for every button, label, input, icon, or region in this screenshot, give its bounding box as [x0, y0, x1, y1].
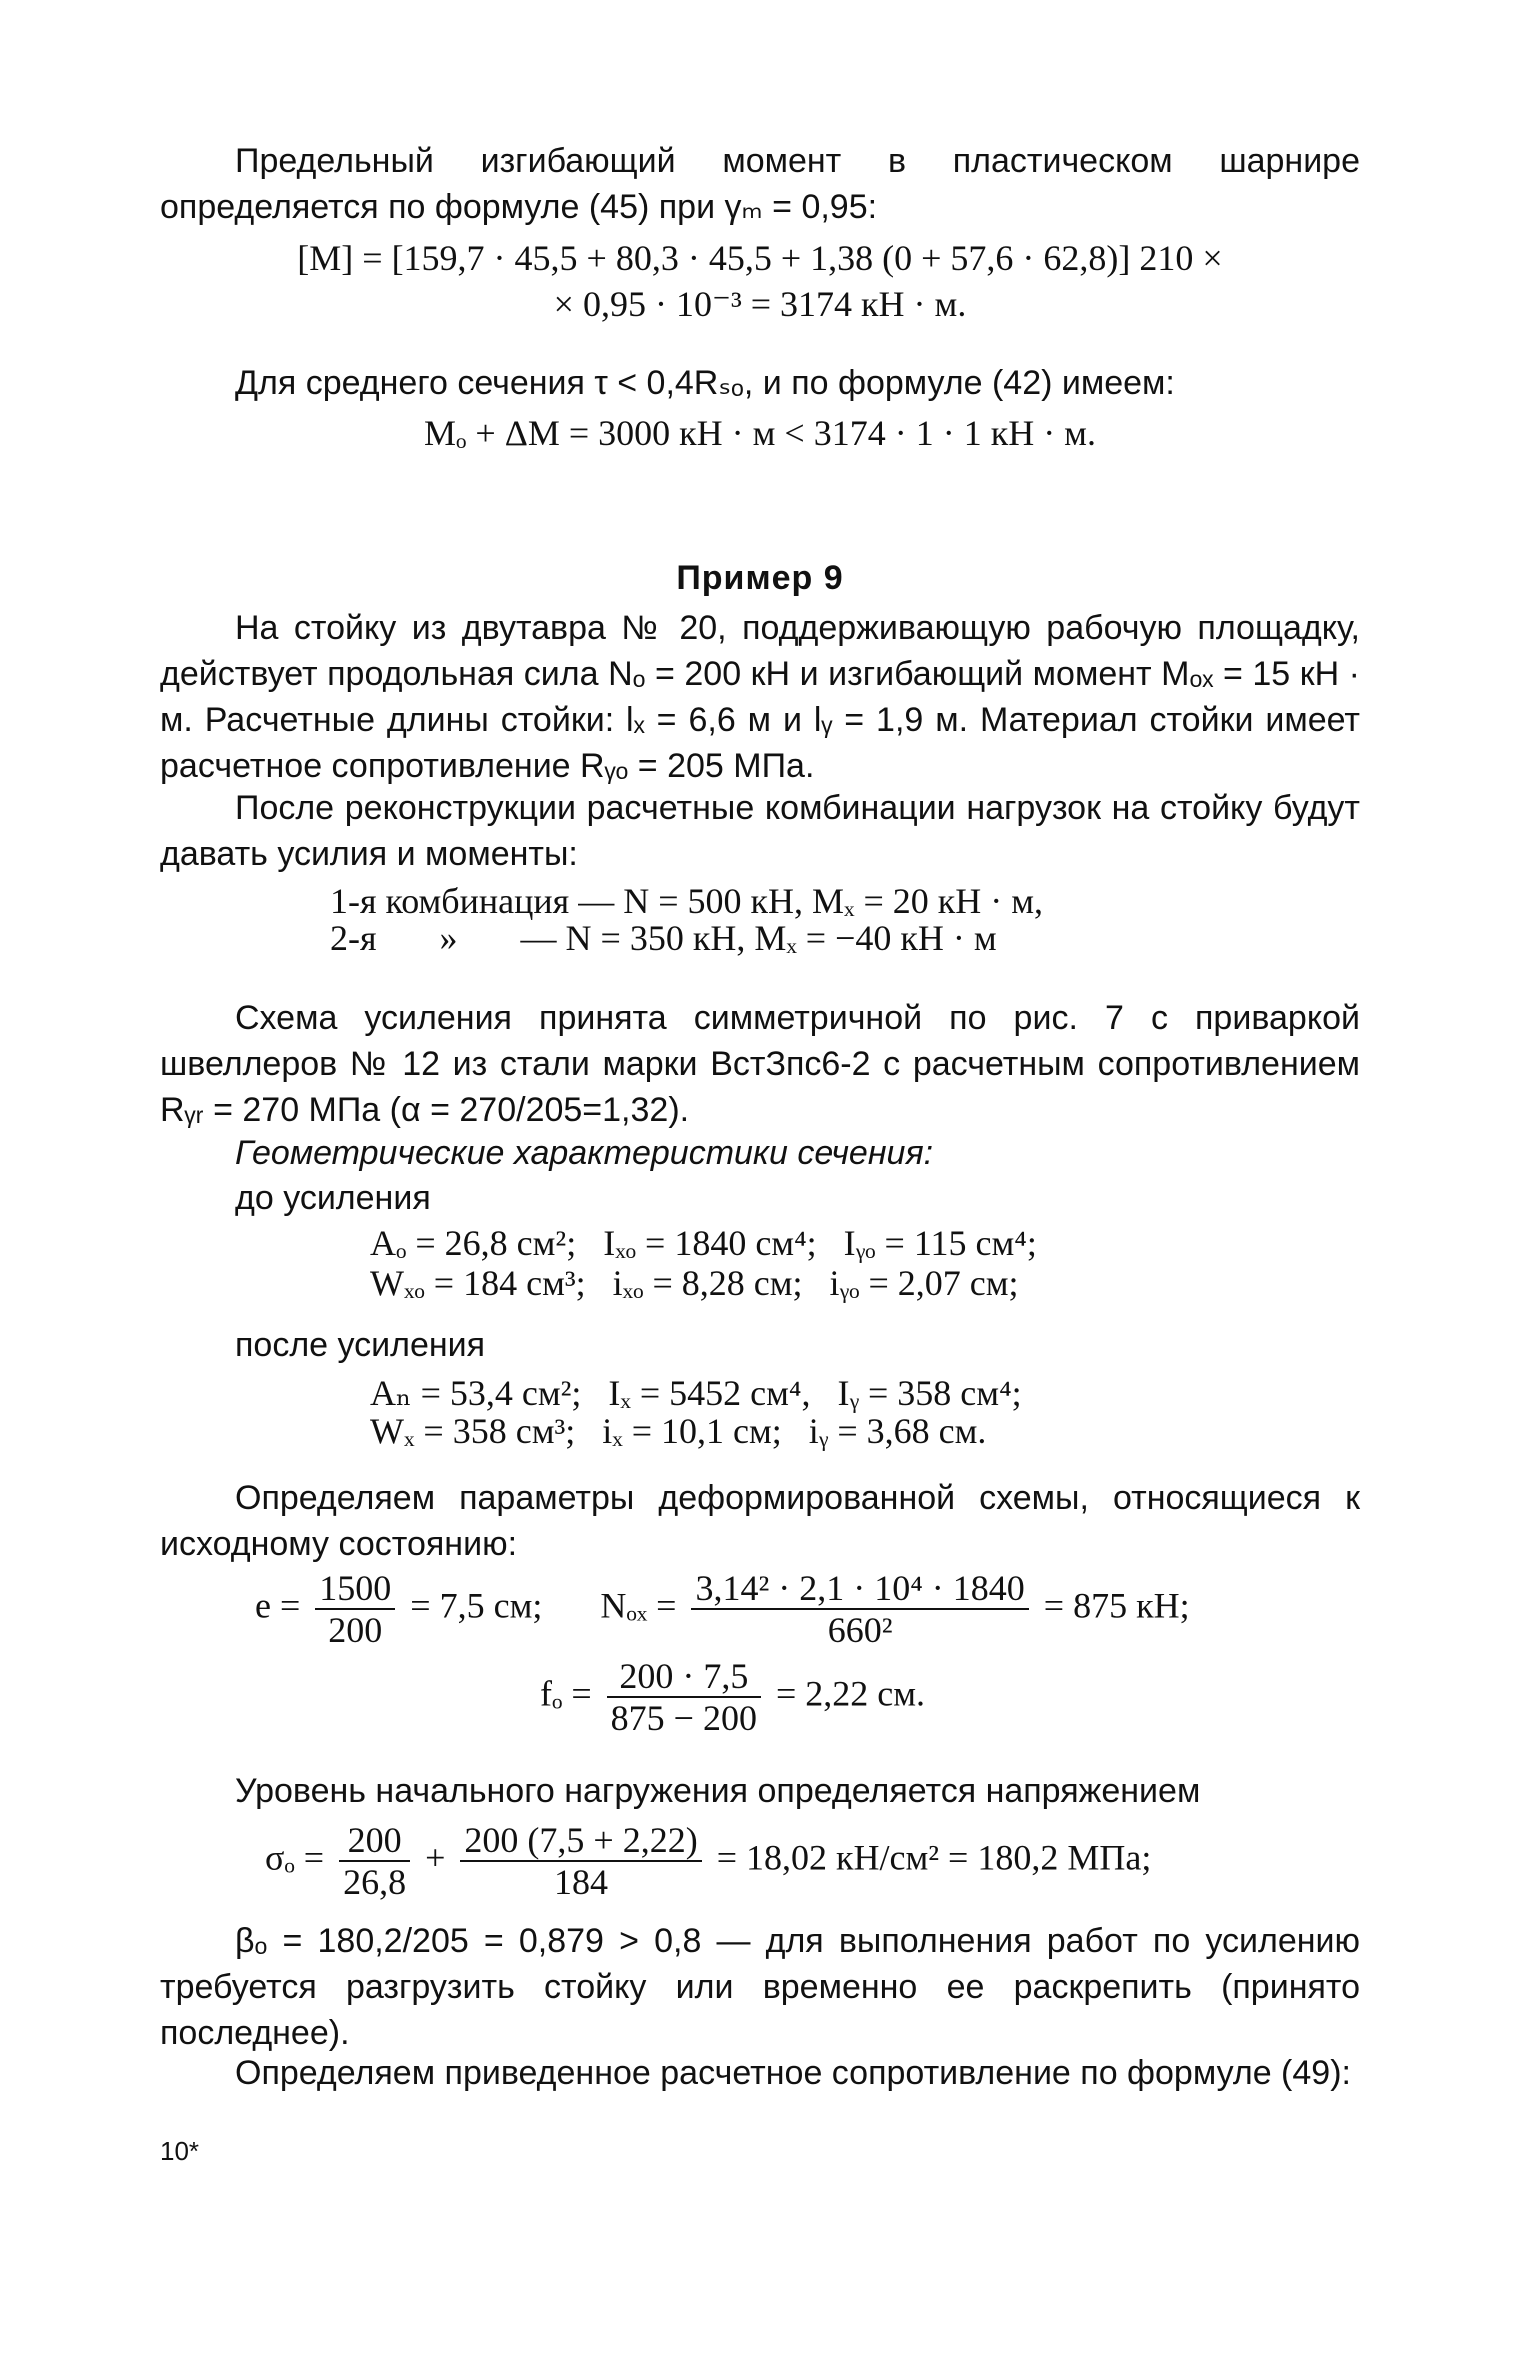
formula-f: [540, 1656, 925, 1738]
paragraph-mid-section: Для среднего сечения τ < 0,4Rₛₒ, и по формуле (42) имеем:: [235, 364, 1175, 402]
page-signature-mark: 10*: [160, 2136, 200, 2166]
after-row-2: Wₓ = 358 см³; iₓ = 10,1 см; iᵧ = 3,68 см.: [370, 1411, 987, 1451]
e-rhs: = 7,5 см;: [410, 1585, 543, 1626]
paragraph-column-data: На стойку из двутавра № 20, поддерживающую рабочую площадку, действует продольная сила Nₒ = 200 кН и изгибающий момент Mₒₓ = 15 кН · м. Расчетные длины стойки: lₓ = 6,6 м и lᵧ = 1,9 м. Материал стойки имеет расчетное сопротивление Rᵧₒ = 205 МПа.: [160, 609, 1360, 785]
sigma-fraction-1: [339, 1820, 410, 1902]
paragraph-deformed-scheme: Определяем параметры деформированной схемы, относящиеся к исходному состоянию:: [160, 1479, 1360, 1563]
combination-1: 1-я комбинация — N = 500 кН, Mₓ = 20 кН · м,: [330, 881, 1044, 921]
formula-moment-line-1: [M] = [159,7 · 45,5 + 80,3 · 45,5 + 1,38 (0 + 57,6 · 62,8)] 210 ×: [297, 238, 1223, 278]
paragraph-strengthening-scheme: Схема усиления принята симметричной по рис. 7 с приваркой швеллеров № 12 из стали марки ВстЗпс6-2 с расчетным сопротивлением Rᵧᵣ = 270 МПа (α = 270/205=1,32).: [160, 999, 1360, 1129]
f-lhs: fₒ =: [540, 1673, 592, 1714]
sigma-plus: +: [425, 1837, 446, 1878]
e-denominator: 200: [315, 1608, 395, 1650]
f-numerator: 200 · 7,5: [619, 1656, 749, 1696]
N-denominator: 660²: [691, 1608, 1028, 1650]
after-strengthening-label: после усиления: [235, 1326, 486, 1364]
e-numerator: 1500: [319, 1568, 392, 1608]
before-row-2: Wₓₒ = 184 см³; iₓₒ = 8,28 см; iᵧₒ = 2,07 см;: [370, 1263, 1019, 1303]
f-rhs: = 2,22 см.: [775, 1673, 926, 1714]
paragraph-reconstruction: После реконструкции расчетные комбинации нагрузок на стойку будут давать усилия и моменты:: [160, 789, 1360, 873]
before-row-1: Aₒ = 26,8 см²; Iₓₒ = 1840 см⁴; Iᵧₒ = 115 см⁴;: [370, 1223, 1037, 1263]
e-fraction: [315, 1568, 395, 1650]
e-lhs: e =: [255, 1585, 301, 1626]
formula-sigma: [265, 1820, 1151, 1902]
formula-moment-check: Mₒ + ΔM = 3000 кН · м < 3174 · 1 · 1 кН · м.: [424, 413, 1096, 453]
sigma-rhs: = 18,02 кН/см² = 180,2 МПа;: [716, 1837, 1152, 1878]
N-rhs: = 875 кН;: [1043, 1585, 1190, 1626]
N-fraction: [691, 1568, 1028, 1650]
paragraph-beta: βₒ = 180,2/205 = 0,879 > 0,8 — для выполнения работ по усилению требуется разгрузить стойку или временно ее раскрепить (принято последнее).: [160, 1922, 1360, 2052]
f-fraction: [607, 1656, 761, 1738]
paragraph-initial-loading: Уровень начального нагружения определяется напряжением: [235, 1772, 1201, 1810]
sigma-denominator-1: 26,8: [339, 1860, 410, 1902]
example-title: Пример 9: [676, 559, 844, 597]
sigma-denominator-2: 184: [460, 1860, 701, 1902]
after-row-1: Aₙ = 53,4 см²; Iₓ = 5452 см⁴, Iᵧ = 358 см⁴;: [370, 1373, 1022, 1413]
before-strengthening-label: до усиления: [235, 1179, 431, 1217]
sigma-numerator-1: 200: [347, 1820, 402, 1860]
formula-e-and-N: [255, 1568, 1190, 1650]
N-lhs: Nₒₓ =: [600, 1585, 677, 1626]
sigma-fraction-2: [460, 1820, 701, 1902]
sigma-lhs: σₒ =: [265, 1837, 325, 1878]
paragraph-plastic-moment: Предельный изгибающий момент в пластическом шарнире определяется по формуле (45) при γₘ = 0,95:: [160, 142, 1360, 226]
paragraph-reduced-resistance: Определяем приведенное расчетное сопротивление по формуле (49):: [235, 2054, 1351, 2092]
combination-2: 2-я » — N = 350 кН, Mₓ = −40 кН · м: [330, 918, 997, 958]
sigma-numerator-2: 200 (7,5 + 2,22): [464, 1820, 698, 1860]
formula-moment-line-2: × 0,95 · 10⁻³ = 3174 кН · м.: [553, 284, 967, 324]
f-denominator: 875 − 200: [607, 1696, 761, 1738]
N-numerator: 3,14² · 2,1 · 10⁴ · 1840: [695, 1568, 1025, 1608]
page: [160, 0, 1360, 2361]
section-characteristics-heading: Геометрические характеристики сечения:: [235, 1134, 934, 1172]
